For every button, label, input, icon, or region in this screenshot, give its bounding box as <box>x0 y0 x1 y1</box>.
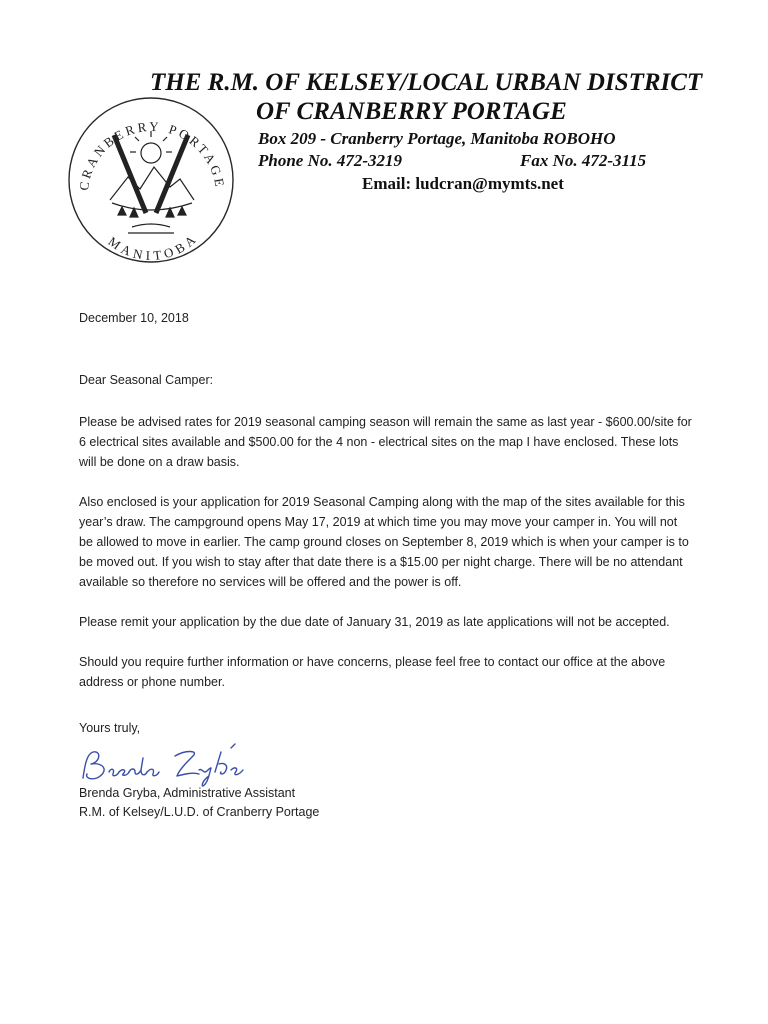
seal-text-top: CRANBERRY <box>76 118 162 192</box>
seal-text-bottom: MANITOBA <box>105 229 202 264</box>
letter-salutation: Dear Seasonal Camper: <box>79 373 214 387</box>
letterhead-address: Box 209 - Cranberry Portage, Manitoba ROBOHO <box>258 129 616 148</box>
letter-date: December 10, 2018 <box>79 311 189 325</box>
letter-paragraph: Please be advised rates for 2019 seasonal camping season will remain the same as last year - $600.00/site for 6 electrical sites available and $500.00 for the 4 non - electrical sites on the map I have enclosed. These lots will be done on a draw basis. <box>79 415 692 469</box>
letter-paragraph: Please remit your application by the due date of January 31, 2019 as late applications will not be accepted. <box>79 615 670 629</box>
letterhead-email: Email: ludcran@mymts.net <box>362 174 564 193</box>
letterhead-phone: Phone No. 472-3219 <box>258 151 403 170</box>
letter-paragraph: Also enclosed is your application for 2019 Seasonal Camping along with the map of the sites available for this year’s draw. The campground opens May 17, 2019 at which time you may move your camper in. You will not be allowed to move in earlier. The camp ground closes on September 8, 2019 which is when your camper is to be moved out. If you wish to stay after that date there is a $15.00 per night charge. There will be no attendant available so therefore no services will be offered and the power is off. <box>79 495 689 589</box>
signer-name-title: Brenda Gryba, Administrative Assistant <box>79 786 296 800</box>
signer-organization: R.M. of Kelsey/L.U.D. of Cranberry Portage <box>79 805 320 819</box>
letterhead-subtitle: OF CRANBERRY PORTAGE <box>256 98 567 125</box>
handwritten-signature <box>75 742 265 788</box>
letterhead-contact-row <box>258 150 750 171</box>
letter-body <box>79 308 694 822</box>
seal-text-right: PORTAGE <box>166 121 228 191</box>
letterhead <box>150 68 750 195</box>
letter-paragraph: Should you require further information or have concerns, please feel free to contact our office at the above address or phone number. <box>79 655 666 689</box>
letterhead-title: THE R.M. OF KELSEY/LOCAL URBAN DISTRICT <box>150 69 703 96</box>
letterhead-fax: Fax No. 472-3115 <box>520 151 647 170</box>
letter-closing: Yours truly, <box>79 721 141 735</box>
